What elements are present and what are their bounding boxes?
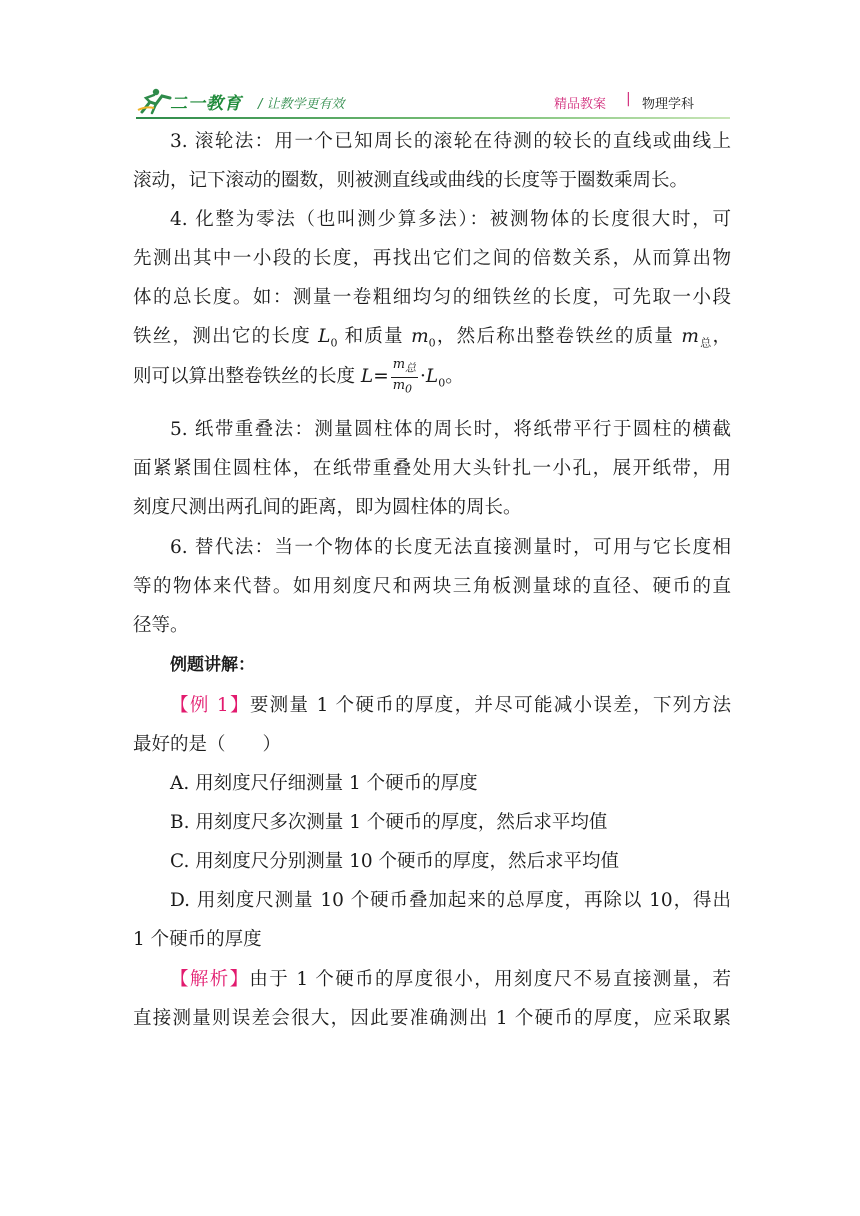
text-line: 体的总长度。如：测量一卷粗细均匀的细铁丝的长度，可先取一小段	[133, 287, 731, 308]
header-tag-left: 精品教案	[554, 97, 607, 112]
analysis-line: 直接测量则误差会很大，因此要准确测出 1 个硬币的厚度，应采取累	[133, 1008, 731, 1029]
analysis	[133, 960, 731, 1038]
option-a: A. 用刻度尺仔细测量 1 个硬币的厚度	[170, 773, 478, 794]
paragraph-substitution-method	[133, 528, 731, 645]
option-d-continued: 1 个硬币的厚度	[133, 929, 262, 950]
text-line: 等的物体来代替。如用刻度尺和两块三角板测量球的直径、硬币的直	[133, 576, 731, 597]
paragraph-paper-strip-method	[133, 410, 731, 527]
page-header	[136, 86, 736, 118]
example-1	[133, 686, 731, 959]
paragraph-whole-to-parts-method	[133, 200, 731, 398]
example-tag: 【例 1】	[170, 695, 250, 716]
text-line: 刻度尺测出两孔间的距离，即为圆柱体的周长。	[133, 497, 522, 518]
text-line: 先测出其中一小段的长度，再找出它们之间的倍数关系，从而算出物	[133, 248, 731, 269]
text-line: 6. 替代法：当一个物体的长度无法直接测量时，可用与它长度相	[170, 537, 731, 558]
option-c: C. 用刻度尺分别测量 10 个硬币的厚度，然后求平均值	[170, 851, 620, 872]
logo-text: 二一教育	[170, 94, 242, 114]
header-divider	[136, 117, 730, 119]
header-separator: |	[626, 91, 631, 107]
example-question-line: 最好的是（ ）	[133, 734, 282, 755]
option-b: B. 用刻度尺多次测量 1 个硬币的厚度，然后求平均值	[170, 812, 608, 833]
option-d: D. 用刻度尺测量 10 个硬币叠加起来的总厚度，再除以 10，得出	[170, 890, 731, 911]
paragraph-rolling-method	[133, 122, 731, 200]
example-section-heading: 例题讲解：	[170, 655, 255, 675]
analysis-line: 【解析】由于 1 个硬币的厚度很小，用刻度尺不易直接测量，若	[170, 969, 731, 990]
analysis-tag: 【解析】	[170, 969, 250, 990]
example-question-line: 【例 1】要测量 1 个硬币的厚度，并尽可能减小误差，下列方法	[170, 695, 731, 716]
header-tag-right: 物理学科	[642, 97, 695, 112]
slogan: / 让教学更有效	[258, 97, 345, 112]
text-line-formula: 则可以算出整卷铁丝的长度 L= $\frac{m_总}{m_0}$ $\cdot L_0$。	[133, 356, 464, 396]
text-line: 4. 化整为零法（也叫测少算多法）：被测物体的长度很大时，可	[170, 209, 731, 230]
section-title	[133, 646, 731, 685]
text-line: 3. 滚轮法：用一个已知周长的滚轮在待测的较长的直线或曲线上	[170, 131, 731, 152]
text-line: 滚动，记下滚动的圈数，则被测直线或曲线的长度等于圈数乘周长。	[133, 170, 689, 191]
fraction: $\frac{m_总}{m_0}$	[392, 356, 417, 396]
text-line: 面紧紧围住圆柱体，在纸带重叠处用大头针扎一小孔，展开纸带，用	[133, 458, 731, 479]
text-line: 5. 纸带重叠法：测量圆柱体的周长时，将纸带平行于圆柱的横截	[170, 419, 731, 440]
text-line: 铁丝，测出它的长度 $L_0$ 和质量 $m_0$，然后称出整卷铁丝的质量 $m_总$，	[133, 326, 731, 350]
text-line: 径等。	[133, 615, 189, 636]
